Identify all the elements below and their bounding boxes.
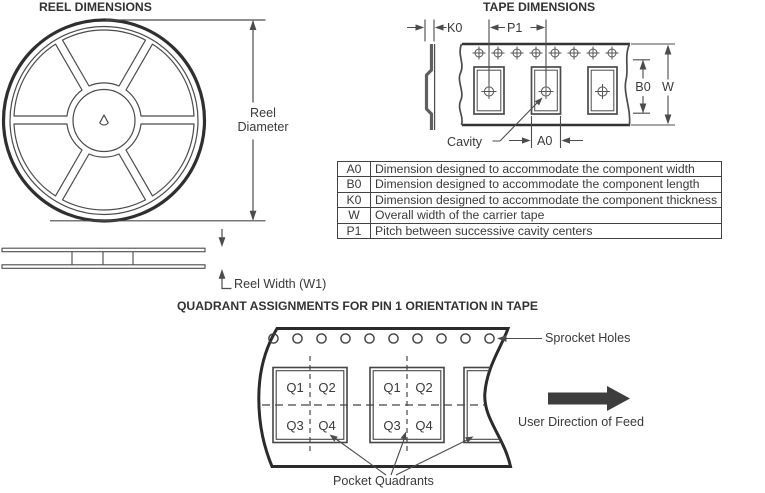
tape-dimension-table <box>337 161 722 239</box>
reel-width-label: Reel Width (W1) <box>234 277 327 291</box>
reel-hub-keyhole <box>100 115 108 125</box>
p1-label: P1 <box>507 21 523 35</box>
table-row: B0 Dimension designed to accommodate the component length <box>338 177 722 192</box>
table-row: P1 Pitch between successive cavity centers <box>338 223 722 238</box>
tape-side-profile <box>427 44 435 130</box>
b0-label: B0 <box>635 80 651 94</box>
pocket2-q2-label: Q2 <box>415 380 433 395</box>
reel-spoke-wedges <box>14 30 194 210</box>
k0-dimension <box>407 20 447 42</box>
pocket-quadrants-label: Pocket Quadrants <box>333 474 434 488</box>
sprocket-holes-label: Sprocket Holes <box>545 331 631 345</box>
w-label: W <box>662 80 674 94</box>
pocket1-q4-label: Q4 <box>318 418 336 433</box>
table-row: A0 Dimension designed to accommodate the component width <box>338 162 722 177</box>
quadrant-tape-outline <box>259 329 511 467</box>
pocket1-q2-label: Q2 <box>318 380 336 395</box>
pocket2-q4-label: Q4 <box>415 418 433 433</box>
pocket1-q3-label: Q3 <box>286 418 304 433</box>
reel-front-drawing <box>4 20 205 221</box>
cavity-label: Cavity <box>447 135 482 149</box>
sprocket-holes-leader <box>497 335 542 342</box>
quadrant-assignments-title: QUADRANT ASSIGNMENTS FOR PIN 1 ORIENTATION IN TAPE <box>176 299 539 313</box>
feed-direction-arrow <box>548 386 630 411</box>
a0-label: A0 <box>537 134 553 148</box>
reel-width-dimension <box>219 229 232 289</box>
reel-side-view-drawing <box>2 248 205 268</box>
pocket2-q1-label: Q1 <box>383 380 401 395</box>
tape-dimensions-title: TAPE DIMENSIONS <box>483 0 596 14</box>
reel-dimensions-title: REEL DIMENSIONS <box>39 0 152 14</box>
pocket1-q1-label: Q1 <box>286 380 304 395</box>
feed-direction-label: User Direction of Feed <box>518 415 644 429</box>
k0-label: K0 <box>447 21 463 35</box>
table-row: W Overall width of the carrier tape <box>338 208 722 223</box>
table-row: K0 Dimension designed to accommodate the component thickness <box>338 192 722 207</box>
reel-diameter-label: Reel Diameter <box>237 106 289 135</box>
pockets-group <box>262 356 538 454</box>
pocket2-q3-label: Q3 <box>383 418 401 433</box>
carrier-tape-drawing <box>459 44 630 125</box>
